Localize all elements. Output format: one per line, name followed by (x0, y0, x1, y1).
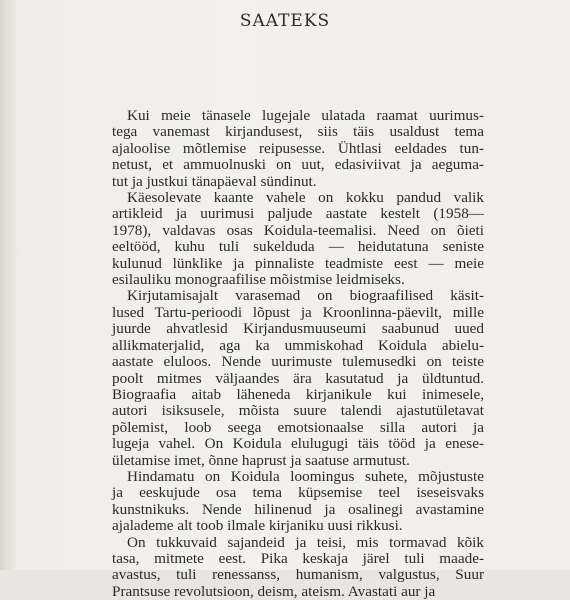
text-line: Kui meie tänasele lugejale ulatada raamat uurimus- (127, 107, 484, 124)
page-gutter-shadow (0, 0, 18, 570)
text-line: Kirjutamisajalt varasemad on biograafilised käsit- (127, 287, 484, 305)
text-line: eeltööd, kuhu tuli sukelduda — heidutatuna seniste (112, 238, 484, 256)
paragraph (112, 108, 484, 190)
text-line: netust, et ammuolnuski on uut, edasiviivat ja aeguma- (112, 156, 484, 174)
text-line: ajalademe alt toob ilmale kirjaniku uusi rikkusi. (112, 517, 403, 535)
text-line: esilauliku monograafilise mõistmise leidmiseks. (112, 271, 405, 289)
text-line: allikmaterjalid, aga ka ummiskohad Koidula abielu- (112, 336, 484, 354)
text-line: ületamise imet, õnne haprust ja saatuse armutust. (112, 451, 410, 469)
text-line: avastus, tuli renessanss, humanism, valgustus, Suur (112, 566, 484, 584)
paragraph (112, 190, 484, 288)
body-text (112, 108, 484, 600)
text-line: 1978), valdavas osas Koidula-teemalisi. Need on õieti (112, 221, 484, 239)
text-line: autori isiksusele, mõista suure talendi ajastutületavat (112, 402, 484, 420)
text-line: artikleid ja uurimusi paljude aastate kestelt (1958— (112, 205, 484, 223)
text-line: kulunud lünklike ja pinnaliste teadmiste eest — meie (112, 254, 484, 272)
text-line: juurde ahvatlesid Kirjandusmuuseumi saabunud uued (112, 320, 484, 338)
paragraph (112, 288, 484, 468)
text-line: lused Tartu-perioodi lõpust ja Kroonlinna-päevilt, mille (112, 303, 484, 321)
text-line: ja eeskujude osa tema küpsemise teel iseseisvaks (112, 484, 484, 502)
text-line: Hindamatu on Koidula loomingus suhete, mõjustuste (127, 467, 484, 485)
text-line: Prantsuse revolutsioon, deism, ateism. Avastati aur ja (112, 582, 436, 600)
text-line: Käesolevate kaante vahele on kokku pandud valik (127, 189, 484, 207)
text-line: poolt mitmes väljaandes ära kasutatud ja üldtuntud. (112, 369, 484, 387)
text-line: tut ja justkui tänapäeval sündinut. (112, 172, 317, 190)
text-line: lugeja vahel. On Koidula elulugugi täis tööd ja enese- (112, 435, 484, 453)
paragraph (112, 535, 484, 600)
paragraph (112, 469, 484, 535)
text-line: tasa, mitmete eest. Pika keskaja järel tuli maade- (112, 549, 484, 567)
text-line: Biograafia aitab läheneda kirjanikule kui inimesele, (112, 385, 484, 403)
page-title: SAATEKS (239, 11, 331, 31)
text-line: ajaloolise mõtlemise reipusesse. Ühtlasi eeldades tun- (112, 139, 484, 157)
text-line: aastate eluloos. Nende uurimuste tulemusedki on teiste (112, 353, 484, 371)
text-line: On tukkuvaid sajandeid ja teisi, mis tormavad kõik (127, 533, 484, 551)
text-line: põlemist, loob seega emotsionaalse silla autori ja (112, 418, 484, 436)
text-line: tega vanemast kirjandusest, siis täis usaldust tema (112, 123, 484, 141)
text-line: kunstnikuks. Nende hilinenud ja osalinegi avastamine (112, 500, 484, 518)
